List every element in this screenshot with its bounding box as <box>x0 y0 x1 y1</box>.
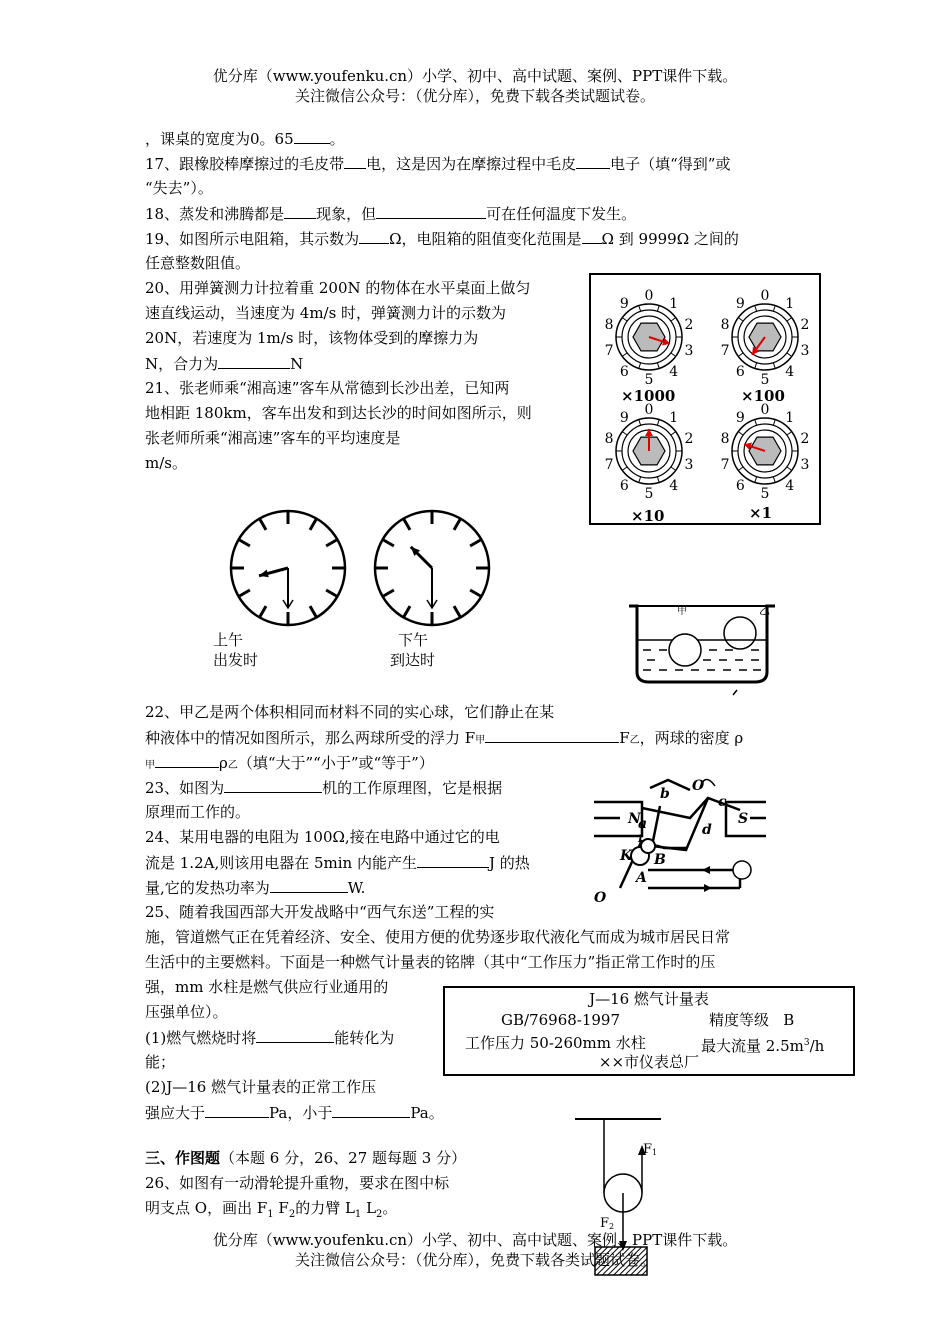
q22-text-a: 种液体中的情况如图所示，那么两球所受的浮力 F <box>145 729 476 747</box>
q22-text-d: （填“大于”“小于”或“等于”） <box>237 754 434 772</box>
clock1-label1: 上午 <box>213 631 244 649</box>
q23-line1 <box>145 777 502 798</box>
meter-flow-text: 最大流量 2.5m <box>701 1037 804 1055</box>
pulley-f1-label <box>643 1142 657 1157</box>
q22-rho: ρ <box>219 754 228 772</box>
clock1-label2: 出发时 <box>213 651 259 669</box>
dial-digit: 0 <box>760 402 770 418</box>
pulley-f2-label <box>600 1216 614 1231</box>
q19-blank1[interactable] <box>359 228 389 244</box>
pulley-f1-sub: 1 <box>652 1148 658 1157</box>
q22-text-b: F <box>619 729 630 747</box>
meter-standard: GB/76968-1997 <box>501 1011 621 1029</box>
q26-text-b: F <box>273 1199 289 1217</box>
q16-text: ，课桌的宽度为0。65 <box>145 130 294 148</box>
q26-text-d: L <box>361 1199 377 1217</box>
q19-line2: 任意整数阻值。 <box>145 254 251 272</box>
q17-blank2[interactable] <box>576 153 610 169</box>
dial-digit: 1 <box>785 410 795 427</box>
gen-label-L: L <box>638 834 646 845</box>
page-header-line2: 关注微信公众号：（优分库），免费下载各类试题试卷。 <box>294 87 655 105</box>
dial-label-1: ×1 <box>749 504 773 522</box>
pulley-f2-F: F <box>600 1216 610 1231</box>
q17-text-b: 电，这是因为在摩擦过程中毛皮 <box>366 155 577 173</box>
generator-figure <box>590 778 790 908</box>
q16-end: 。 <box>329 130 345 148</box>
q26-text-a: 明支点 O，画出 F <box>145 1199 268 1217</box>
dial-digit: 9 <box>619 410 629 427</box>
resistance-dial <box>605 402 694 502</box>
dial-digit: 2 <box>800 317 810 334</box>
dial-digit: 7 <box>604 342 614 359</box>
q25-blank3[interactable] <box>332 1102 410 1118</box>
q23-line2: 原理而工作的。 <box>145 803 251 821</box>
dial-digit: 1 <box>785 296 795 313</box>
resistance-box-figure <box>589 273 821 525</box>
dial-digit: 6 <box>735 363 745 380</box>
q22-line2 <box>145 727 743 751</box>
dial-label-10: ×10 <box>631 507 665 525</box>
q21-line3: 张老师所乘“湘高速”客车的平均速度是 <box>145 429 401 447</box>
gen-label-S: S <box>738 811 749 827</box>
q17-text-a: 17、跟橡胶棒摩擦过的毛皮带 <box>145 155 345 173</box>
q23-text-a: 23、如图为 <box>145 779 225 797</box>
dial-digit: 9 <box>619 296 629 313</box>
dial-digit: 7 <box>720 456 730 473</box>
dial-digit: 0 <box>760 288 770 304</box>
dial-digit: 3 <box>800 456 810 473</box>
q17-blank1[interactable] <box>344 153 366 169</box>
q17-line2: “失去”）。 <box>145 179 213 197</box>
dial-digit: 1 <box>669 296 679 313</box>
page-footer-line1: 优分库（www.youfenku.cn）小学、初中、高中试题、案例、PPT课件下载。 <box>212 1231 738 1249</box>
clock2-label2: 到达时 <box>390 651 436 669</box>
q19-blank2[interactable] <box>582 228 602 244</box>
q25-line3: 生活中的主要燃料。下面是一种燃气计量表的铭牌（其中“工作压力”指正常工作时的压 <box>145 953 716 971</box>
dial-digit: 9 <box>735 410 745 427</box>
dial-digit: 4 <box>669 477 679 494</box>
q24-text-b: J 的热 <box>489 854 530 872</box>
q26-text-e: 。 <box>382 1199 398 1217</box>
q25-line7: 能； <box>145 1053 176 1071</box>
dial-digit: 3 <box>684 342 694 359</box>
dial-digit: 2 <box>684 431 694 448</box>
dial-digit: 7 <box>604 456 614 473</box>
section3-heading <box>145 1148 466 1168</box>
gen-label-N: N <box>628 811 641 827</box>
dial-digit: 0 <box>644 402 654 418</box>
meter-title: J—16 燃气计量表 <box>589 990 709 1008</box>
q20-line3: 20N，若速度为 1m/s 时，该物体受到的摩擦力为 <box>145 329 479 347</box>
q26-sub3: 1 <box>354 1209 362 1220</box>
clocks-figure <box>222 506 522 636</box>
q21-line2: 地相距 180km，客车出发和到达长沙的时间如图所示，则 <box>145 404 532 422</box>
dial-digit: 0 <box>644 288 654 304</box>
q22-sub-jia2: 甲 <box>145 760 155 771</box>
dial-label-100: ×100 <box>741 387 785 405</box>
ball-yi-label: 乙 <box>759 604 770 617</box>
q26-text-c: 的力臂 L <box>295 1199 355 1217</box>
gen-label-b: b <box>660 786 670 802</box>
q24-text-a: 流是 1.2A,则该用电器在 5min 内能产生 <box>145 854 417 872</box>
dial-label-1000: ×1000 <box>621 387 676 405</box>
q16-blank[interactable] <box>294 128 330 144</box>
q23-blank[interactable] <box>224 777 322 793</box>
q26-sub4: 2 <box>376 1209 383 1220</box>
q19-text-a: 19、如图所示电阻箱，其示数为 <box>145 230 360 248</box>
q25-line5: 压强单位）。 <box>145 1003 228 1021</box>
q25-blank2[interactable] <box>205 1102 269 1118</box>
gen-label-d: d <box>702 822 712 838</box>
q18-blank1[interactable] <box>284 203 316 219</box>
q25-text-b: 能转化为 <box>334 1029 395 1047</box>
q21-line1: 21、张老师乘“湘高速”客车从常德到长沙出差，已知两 <box>145 379 510 397</box>
q20-line2: 速直线运动，当速度为 4m/s 时，弹簧测力计的示数为 <box>145 304 507 322</box>
q25-line8: (2)J—16 燃气计量表的正常工作压 <box>145 1078 377 1096</box>
q20-text-b: N <box>290 355 304 373</box>
page-footer-line2: 关注微信公众号：（优分库），免费下载各类试题试卷。 <box>294 1251 655 1269</box>
q25-text-c: 强应大于 <box>145 1104 206 1122</box>
meter-maker: ××市仪表总厂 <box>598 1053 700 1071</box>
q17-text-c: 电子（填“得到”或 <box>610 155 731 173</box>
q18-text-c: 可在任何温度下发生。 <box>486 205 637 223</box>
page-header-line1: 优分库（www.youfenku.cn）小学、初中、高中试题、案例、PPT课件下载。 <box>212 67 738 85</box>
meter-flow-sup: 3 <box>803 1038 810 1048</box>
q22-blank1[interactable] <box>485 727 619 743</box>
gas-meter-nameplate <box>443 986 855 1076</box>
gen-label-B: B <box>654 852 666 868</box>
q17-line1 <box>145 153 730 174</box>
q18-blank2[interactable] <box>376 203 486 219</box>
gen-label-O-top: O <box>692 778 705 794</box>
q22-text-c: ，两球的密度 ρ <box>639 729 744 747</box>
q24-line3 <box>145 877 365 898</box>
q25-line1: 25、随着我国西部大开发战略中“西气东送”工程的实 <box>145 903 495 921</box>
q25-text-e: Pa。 <box>410 1104 444 1122</box>
meter-pressure: 工作压力 50-260mm 水柱 <box>465 1034 646 1052</box>
q26-sub1: 1 <box>267 1209 274 1220</box>
resistance-dial <box>721 402 810 502</box>
dial-digit: 8 <box>604 431 614 448</box>
q20-line1: 20、用弹簧测力计拉着重 200N 的物体在水平桌面上做匀 <box>145 279 531 297</box>
clock-face <box>231 511 345 625</box>
q19-text-b: Ω，电阻箱的阻值变化范围是 <box>389 230 582 248</box>
dial-digit: 5 <box>760 486 770 502</box>
pulley-f2-sub: 2 <box>609 1222 615 1231</box>
q24-text-d: W. <box>347 879 366 897</box>
q26-sub2: 2 <box>288 1209 296 1220</box>
q24-blank1[interactable] <box>417 852 489 868</box>
dial-digit: 6 <box>735 477 745 494</box>
q25-line9 <box>145 1102 444 1123</box>
dial-digit: 2 <box>800 431 810 448</box>
clock2-label1: 下午 <box>398 631 429 649</box>
resistance-dial <box>605 288 694 388</box>
q22-sub-jia: 甲 <box>475 735 486 746</box>
gen-label-a: a <box>638 816 648 832</box>
dial-digit: 4 <box>785 363 795 380</box>
dial-digit: 2 <box>684 317 694 334</box>
q20-text-a: N，合力为 <box>145 355 219 373</box>
dial-digit: 4 <box>669 363 679 380</box>
gen-label-K: K <box>620 848 633 864</box>
q26-line2 <box>145 1198 397 1225</box>
dial-digit: 8 <box>720 431 730 448</box>
dial-digit: 4 <box>785 477 795 494</box>
q24-text-c: 量,它的发热功率为 <box>145 879 270 897</box>
q25-line6 <box>145 1027 394 1048</box>
section3-note: （本题 6 分，26、27 题每题 3 分） <box>220 1149 467 1167</box>
q19-line1 <box>145 228 739 249</box>
ball-jia-label: 甲 <box>677 606 687 617</box>
q23-text-b: 机的工作原理图，它是根据 <box>322 779 503 797</box>
dial-digit: 7 <box>720 342 730 359</box>
dial-digit: 3 <box>800 342 810 359</box>
q25-line4: 强，mm 水柱是燃气供应行业通用的 <box>145 978 389 996</box>
beaker-figure <box>627 600 787 700</box>
dial-digit: 9 <box>735 296 745 313</box>
q21-line4: m/s。 <box>145 454 187 472</box>
q22-line3 <box>145 752 434 776</box>
dial-digit: 5 <box>760 372 770 388</box>
q18-text-a: 18、蒸发和沸腾都是 <box>145 205 285 223</box>
q24-blank2[interactable] <box>270 877 348 893</box>
q25-blank1[interactable] <box>256 1027 334 1043</box>
clock-face <box>375 511 489 625</box>
q22-sub-yi: 乙 <box>629 735 640 746</box>
q19-text-c: Ω 到 9999Ω 之间的 <box>601 230 739 248</box>
q22-sub-yi2: 乙 <box>227 760 238 771</box>
q25-text-a: (1)燃气燃烧时将 <box>145 1029 257 1047</box>
dial-digit: 8 <box>720 317 730 334</box>
q24-line1: 24、某用电器的电阻为 100Ω,接在电路中通过它的电 <box>145 828 500 846</box>
gen-label-A: A <box>636 870 647 886</box>
q22-line1: 22、甲乙是两个体积相同而材料不同的实心球，它们静止在某 <box>145 703 555 721</box>
q26-line1: 26、如图有一动滑轮提升重物，要求在图中标 <box>145 1174 450 1192</box>
q18-line <box>145 203 636 224</box>
q20-blank[interactable] <box>218 353 290 369</box>
dial-digit: 5 <box>644 486 654 502</box>
q18-text-b: 现象，但 <box>316 205 377 223</box>
q22-blank2[interactable] <box>155 752 219 768</box>
q20-line4 <box>145 353 303 374</box>
gen-label-c: c <box>718 794 727 810</box>
dial-digit: 1 <box>669 410 679 427</box>
meter-flow-unit: /h <box>809 1037 825 1055</box>
dial-digit: 6 <box>619 477 629 494</box>
section3-title: 三、作图题 <box>145 1149 221 1167</box>
pulley-f1-F: F <box>643 1142 653 1157</box>
dial-digit: 6 <box>619 363 629 380</box>
q25-line2: 施，管道燃气正在凭着经济、安全、使用方便的优势逐步取代液化气而成为城市居民日常 <box>145 928 731 946</box>
q24-line2 <box>145 852 530 873</box>
resistance-dial <box>721 288 810 388</box>
q25-text-d: Pa，小于 <box>269 1104 333 1122</box>
dial-digit: 5 <box>644 372 654 388</box>
gen-label-O-bottom: O <box>594 890 607 906</box>
q16-tail <box>145 128 345 149</box>
dial-digit: 8 <box>604 317 614 334</box>
meter-grade: 精度等级 B <box>709 1011 795 1029</box>
dial-digit: 3 <box>684 456 694 473</box>
